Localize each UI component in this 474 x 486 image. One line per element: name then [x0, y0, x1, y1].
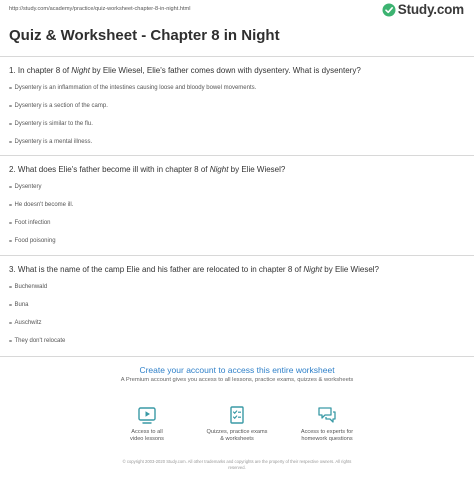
question-3-option[interactable]: Buchenwald	[9, 284, 47, 290]
bullet-icon	[9, 141, 12, 144]
question-2-option[interactable]: Food poisoning	[9, 238, 56, 244]
page-header	[0, 0, 474, 20]
video-icon	[136, 404, 158, 426]
question-2: 2. What does Elie's father become ill with in chapter 8 of Night by Elie Wiesel?	[9, 165, 286, 174]
page-url: http://study.com/academy/practice/quiz-worksheet-chapter-8-in-night.html	[9, 6, 191, 12]
bullet-icon	[9, 304, 12, 307]
question-divider	[0, 155, 474, 156]
feature-label: Access to all video lessons	[130, 429, 164, 442]
feature-label: Access to experts for homework questions	[300, 429, 354, 442]
bullet-icon	[9, 186, 12, 189]
bullet-icon	[9, 340, 12, 343]
cta-subtitle: A Premium account gives you access to all lessons, practice exams, quizzes & worksheets	[120, 377, 354, 383]
bullet-icon	[9, 204, 12, 207]
bullet-icon	[9, 105, 12, 108]
page-title: Quiz & Worksheet - Chapter 8 in Night	[9, 27, 280, 44]
feature-label: Quizzes, practice exams & worksheets	[206, 429, 268, 442]
signup-cta	[0, 365, 474, 383]
bullet-icon	[9, 322, 12, 325]
question-1-option[interactable]: Dysentery is a section of the camp.	[9, 103, 108, 109]
question-1-option[interactable]: Dysentery is an inflammation of the intestines causing loose and bloody bowel movements.	[9, 85, 256, 91]
study-logo-icon	[382, 3, 396, 17]
question-2-option[interactable]: Foot infection	[9, 220, 51, 226]
expert-icon	[316, 404, 338, 426]
bullet-icon	[9, 87, 12, 90]
question-3-option[interactable]: They don't relocate	[9, 338, 65, 344]
question-divider	[0, 356, 474, 357]
study-logo[interactable]	[382, 2, 464, 17]
create-account-link[interactable]: Create your account to access this entire worksheet	[139, 365, 335, 375]
quiz-icon	[226, 404, 248, 426]
question-divider	[0, 255, 474, 256]
title-divider	[0, 56, 474, 57]
question-3-option[interactable]: Buna	[9, 302, 29, 308]
logo-text: Study.com	[397, 2, 464, 17]
question-1: 1. In chapter 8 of Night by Elie Wiesel, Elie's father comes down with dysentery. What is dysentery?	[9, 66, 361, 75]
bullet-icon	[9, 240, 12, 243]
copyright-footer: © copyright 2003-2020 Study.com. All other trademarks and copyrights are the property of their respective owners. All rights reserved.	[122, 459, 352, 470]
feature-experts	[267, 404, 387, 443]
bullet-icon	[9, 123, 12, 126]
question-2-option[interactable]: He doesn't become ill.	[9, 202, 73, 208]
bullet-icon	[9, 286, 12, 289]
question-1-option[interactable]: Dysentery is similar to the flu.	[9, 121, 93, 127]
bullet-icon	[9, 222, 12, 225]
question-3-option[interactable]: Auschwitz	[9, 320, 42, 326]
question-2-option[interactable]: Dysentery	[9, 184, 42, 190]
question-3: 3. What is the name of the camp Elie and his father are relocated to in chapter 8 of Night by Elie Wiesel?	[9, 265, 379, 274]
question-1-option[interactable]: Dysentery is a mental illness.	[9, 139, 92, 145]
